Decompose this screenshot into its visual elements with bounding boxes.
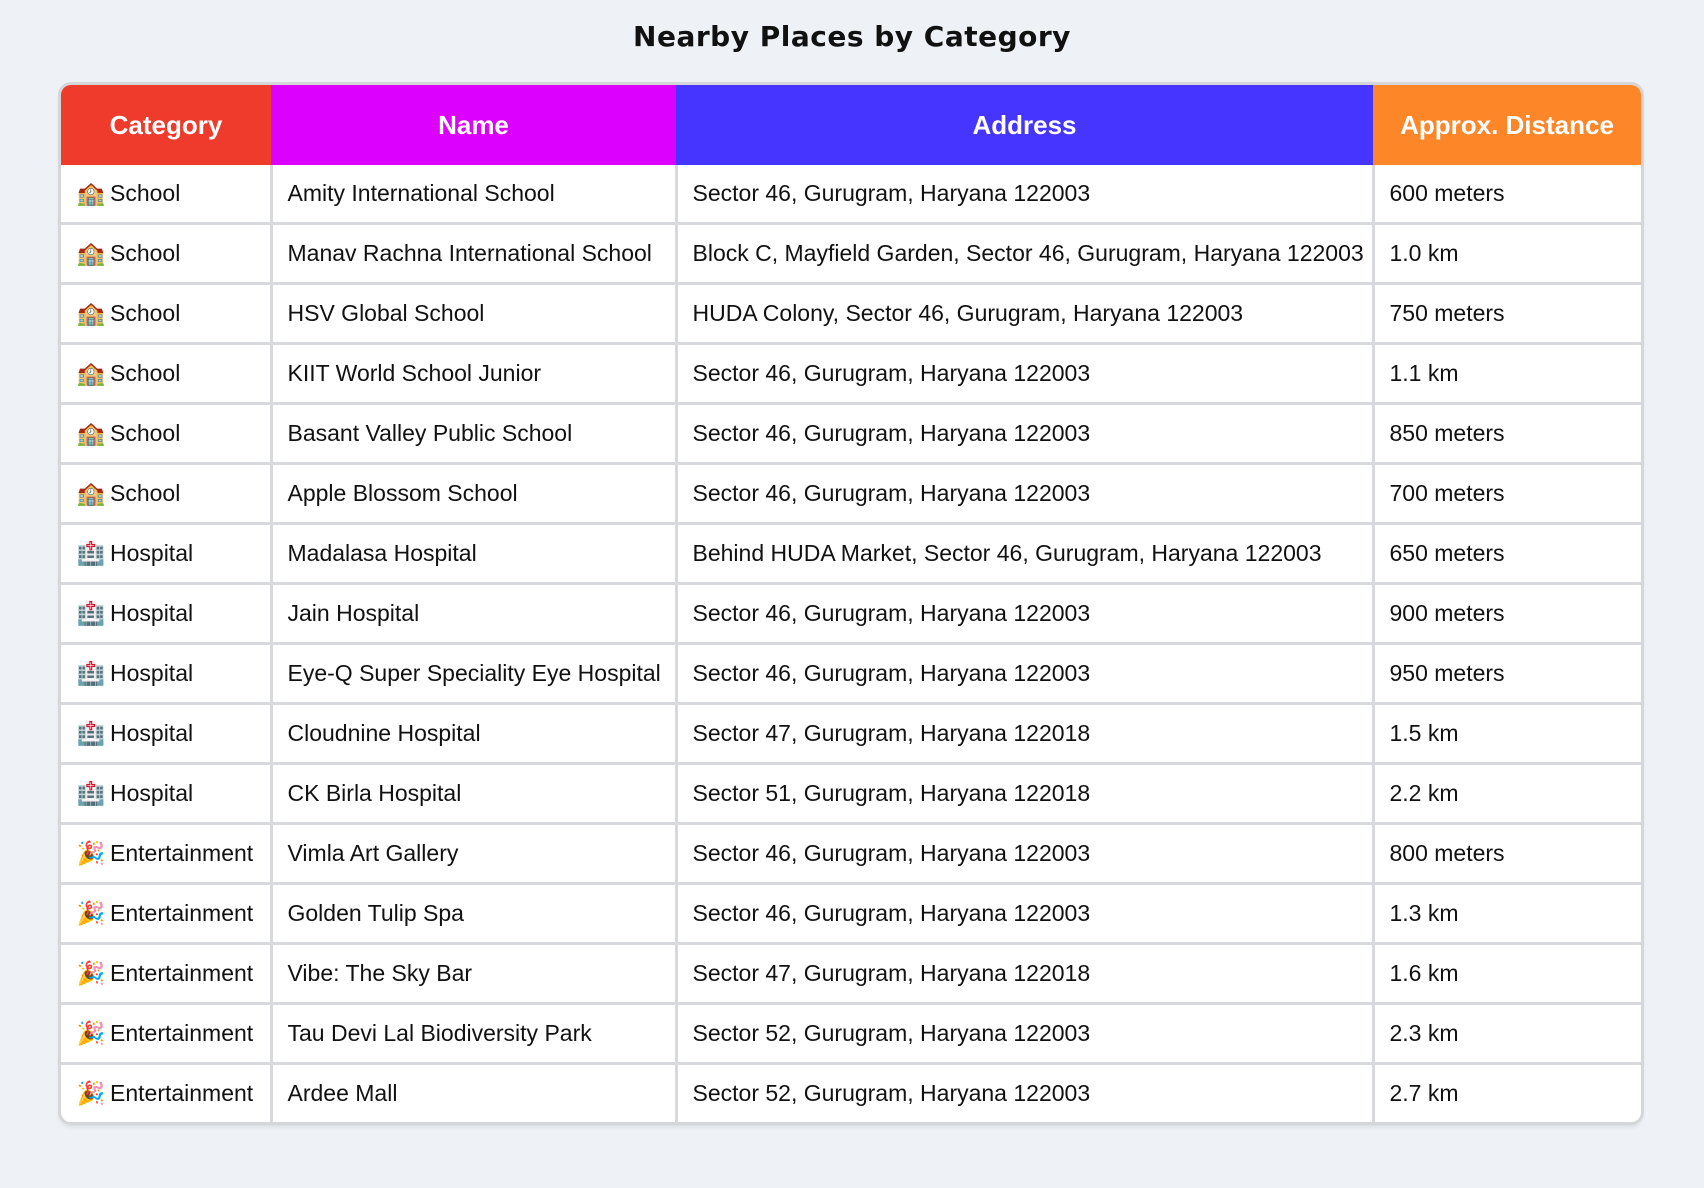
category-cell [61, 644, 271, 704]
address-cell: Sector 47, Gurugram, Haryana 122018 [676, 944, 1373, 1004]
category-cell [61, 584, 271, 644]
category-cell [61, 1064, 271, 1123]
name-cell: Eye-Q Super Speciality Eye Hospital [271, 644, 676, 704]
category-label: Hospital [110, 720, 194, 746]
category-cell [61, 1004, 271, 1064]
category-cell [61, 824, 271, 884]
table-row [61, 824, 1641, 884]
category-label: Hospital [110, 600, 194, 626]
address-cell: Sector 46, Gurugram, Haryana 122003 [676, 824, 1373, 884]
name-cell: Basant Valley Public School [271, 404, 676, 464]
school-icon: 🏫 [76, 241, 106, 267]
name-cell: KIIT World School Junior [271, 344, 676, 404]
category-label: Entertainment [110, 1080, 254, 1106]
party-popper-icon: 🎉 [76, 1021, 106, 1047]
name-cell: Cloudnine Hospital [271, 704, 676, 764]
name-cell: Ardee Mall [271, 1064, 676, 1123]
distance-cell: 900 meters [1373, 584, 1641, 644]
table-row [61, 224, 1641, 284]
category-label: Entertainment [110, 1020, 254, 1046]
school-icon: 🏫 [76, 361, 106, 387]
address-cell: Behind HUDA Market, Sector 46, Gurugram, Haryana 122003 [676, 524, 1373, 584]
hospital-icon: 🏥 [76, 781, 106, 807]
distance-cell: 2.2 km [1373, 764, 1641, 824]
category-label: Entertainment [110, 960, 254, 986]
category-cell [61, 284, 271, 344]
address-cell: Sector 46, Gurugram, Haryana 122003 [676, 644, 1373, 704]
distance-cell: 2.7 km [1373, 1064, 1641, 1123]
address-cell: Sector 46, Gurugram, Haryana 122003 [676, 404, 1373, 464]
school-icon: 🏫 [76, 421, 106, 447]
table-row [61, 644, 1641, 704]
places-table [61, 85, 1641, 1122]
table-row [61, 1064, 1641, 1123]
name-cell: Madalasa Hospital [271, 524, 676, 584]
table-body [61, 165, 1641, 1122]
hospital-icon: 🏥 [76, 661, 106, 687]
address-cell: Sector 46, Gurugram, Haryana 122003 [676, 464, 1373, 524]
school-icon: 🏫 [76, 481, 106, 507]
places-table-container [61, 85, 1641, 1122]
table-row [61, 464, 1641, 524]
category-cell [61, 165, 271, 224]
address-cell: Sector 46, Gurugram, Haryana 122003 [676, 884, 1373, 944]
category-cell [61, 944, 271, 1004]
category-label: School [110, 300, 181, 326]
name-cell: Tau Devi Lal Biodiversity Park [271, 1004, 676, 1064]
table-row [61, 704, 1641, 764]
distance-cell: 850 meters [1373, 404, 1641, 464]
category-label: School [110, 420, 181, 446]
name-cell: Golden Tulip Spa [271, 884, 676, 944]
address-cell: Sector 46, Gurugram, Haryana 122003 [676, 165, 1373, 224]
table-row [61, 284, 1641, 344]
hospital-icon: 🏥 [76, 601, 106, 627]
party-popper-icon: 🎉 [76, 1081, 106, 1107]
distance-cell: 650 meters [1373, 524, 1641, 584]
distance-cell: 950 meters [1373, 644, 1641, 704]
category-label: School [110, 360, 181, 386]
party-popper-icon: 🎉 [76, 841, 106, 867]
name-cell: Vibe: The Sky Bar [271, 944, 676, 1004]
name-cell: HSV Global School [271, 284, 676, 344]
category-cell [61, 764, 271, 824]
address-cell: Block C, Mayfield Garden, Sector 46, Gurugram, Haryana 122003 [676, 224, 1373, 284]
category-cell [61, 404, 271, 464]
table-row [61, 584, 1641, 644]
table-row [61, 764, 1641, 824]
distance-cell: 800 meters [1373, 824, 1641, 884]
distance-cell: 1.3 km [1373, 884, 1641, 944]
table-row [61, 944, 1641, 1004]
table-row [61, 524, 1641, 584]
distance-cell: 1.1 km [1373, 344, 1641, 404]
name-cell: Jain Hospital [271, 584, 676, 644]
address-cell: Sector 46, Gurugram, Haryana 122003 [676, 584, 1373, 644]
table-row [61, 884, 1641, 944]
name-cell: Vimla Art Gallery [271, 824, 676, 884]
distance-cell: 1.6 km [1373, 944, 1641, 1004]
address-cell: Sector 51, Gurugram, Haryana 122018 [676, 764, 1373, 824]
distance-cell: 600 meters [1373, 165, 1641, 224]
table-row [61, 1004, 1641, 1064]
category-cell [61, 344, 271, 404]
distance-cell: 1.0 km [1373, 224, 1641, 284]
table-row [61, 344, 1641, 404]
address-cell: Sector 52, Gurugram, Haryana 122003 [676, 1004, 1373, 1064]
table-row [61, 165, 1641, 224]
name-cell: Manav Rachna International School [271, 224, 676, 284]
column-header-name: Name [271, 85, 676, 165]
table-header-row [61, 85, 1641, 165]
address-cell: HUDA Colony, Sector 46, Gurugram, Haryana 122003 [676, 284, 1373, 344]
column-header-category: Category [61, 85, 271, 165]
party-popper-icon: 🎉 [76, 961, 106, 987]
category-label: School [110, 480, 181, 506]
name-cell: Apple Blossom School [271, 464, 676, 524]
category-label: Entertainment [110, 900, 254, 926]
distance-cell: 700 meters [1373, 464, 1641, 524]
category-cell [61, 884, 271, 944]
category-label: Hospital [110, 780, 194, 806]
address-cell: Sector 52, Gurugram, Haryana 122003 [676, 1064, 1373, 1123]
category-label: School [110, 240, 181, 266]
category-label: School [110, 180, 181, 206]
address-cell: Sector 46, Gurugram, Haryana 122003 [676, 344, 1373, 404]
school-icon: 🏫 [76, 301, 106, 327]
column-header-distance: Approx. Distance [1373, 85, 1641, 165]
category-label: Entertainment [110, 840, 254, 866]
name-cell: CK Birla Hospital [271, 764, 676, 824]
school-icon: 🏫 [76, 181, 106, 207]
category-label: Hospital [110, 660, 194, 686]
address-cell: Sector 47, Gurugram, Haryana 122018 [676, 704, 1373, 764]
category-label: Hospital [110, 540, 194, 566]
column-header-address: Address [676, 85, 1373, 165]
hospital-icon: 🏥 [76, 541, 106, 567]
hospital-icon: 🏥 [76, 721, 106, 747]
category-cell [61, 224, 271, 284]
party-popper-icon: 🎉 [76, 901, 106, 927]
category-cell [61, 464, 271, 524]
category-cell [61, 704, 271, 764]
name-cell: Amity International School [271, 165, 676, 224]
distance-cell: 750 meters [1373, 284, 1641, 344]
page-title: Nearby Places by Category [633, 20, 1071, 53]
category-cell [61, 524, 271, 584]
table-row [61, 404, 1641, 464]
distance-cell: 2.3 km [1373, 1004, 1641, 1064]
distance-cell: 1.5 km [1373, 704, 1641, 764]
